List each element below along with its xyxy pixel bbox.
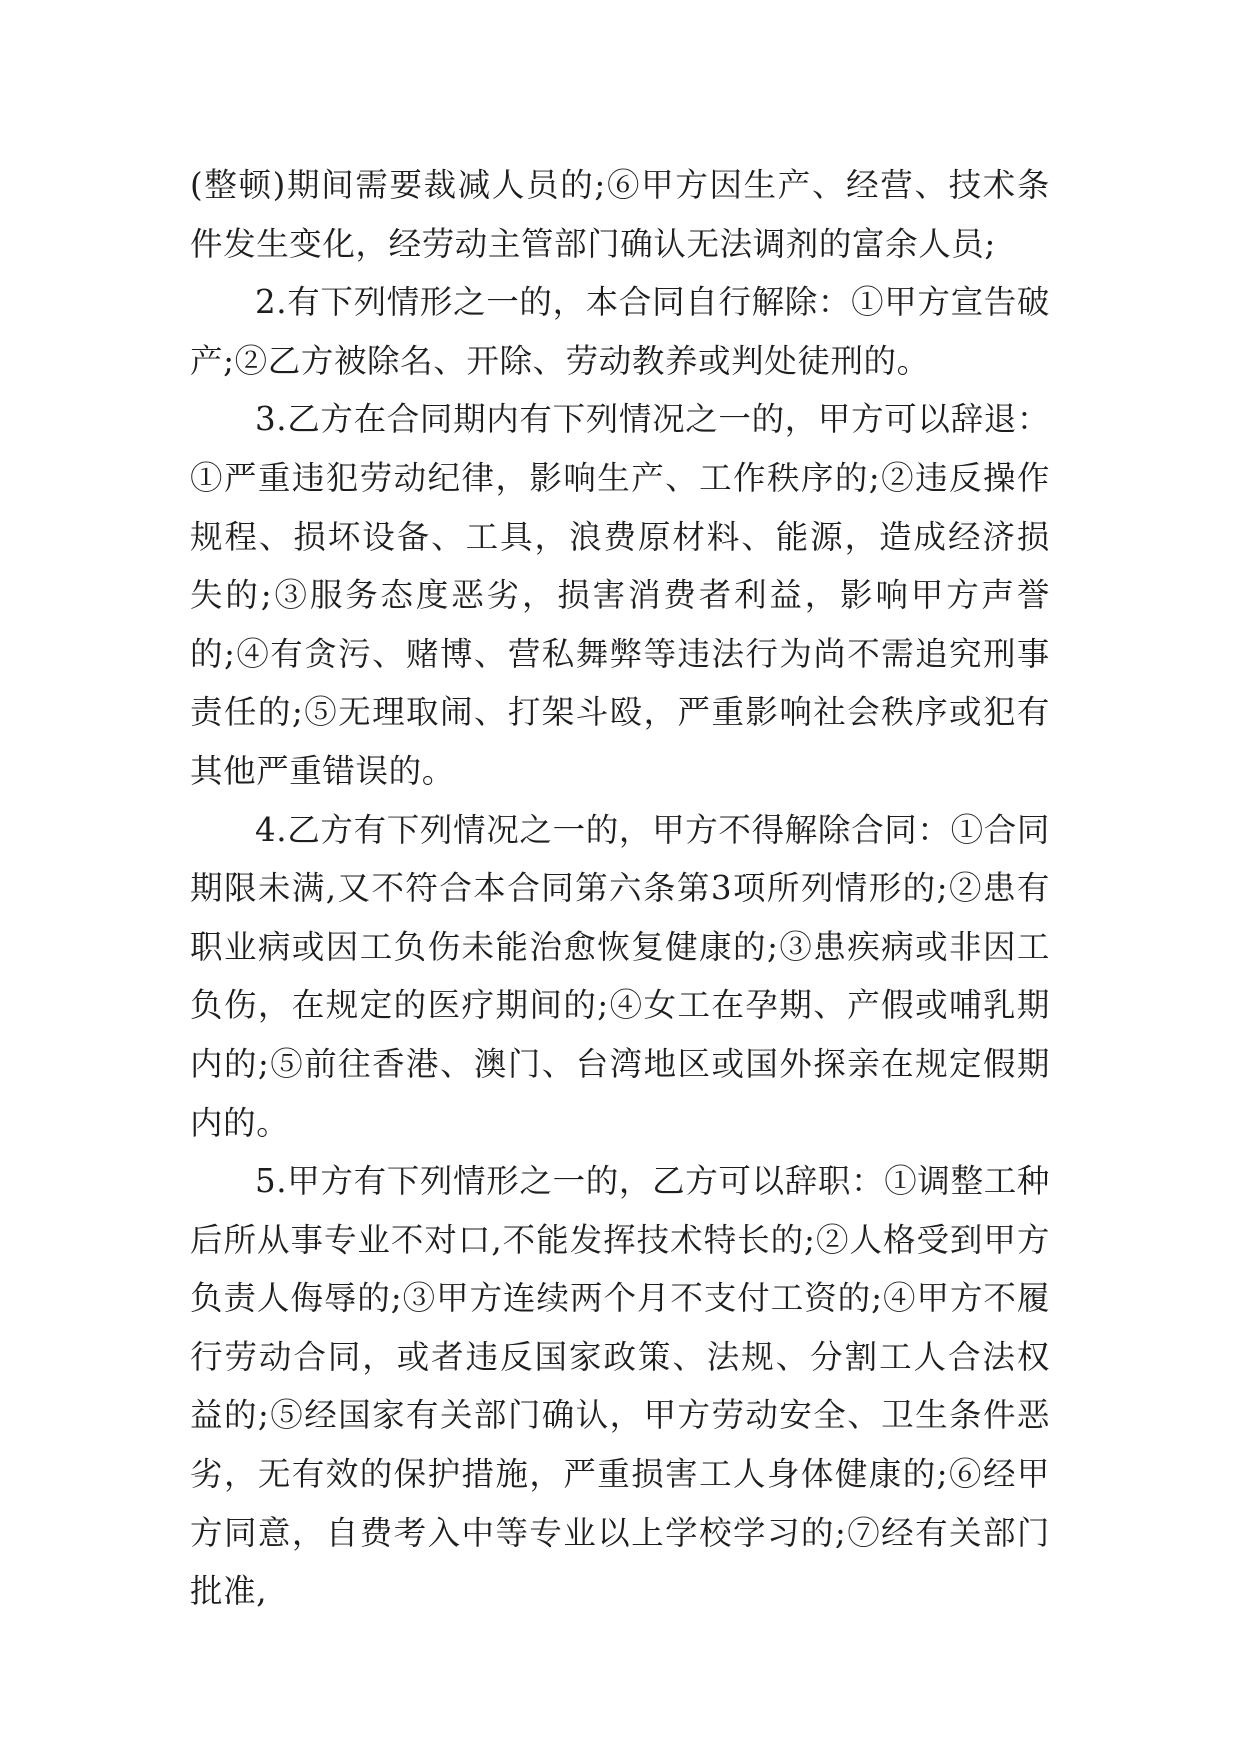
paragraph-clause-2: 2.有下列情形之一的，本合同自行解除：①甲方宣告破产;②乙方被除名、开除、劳动教养或判处徒刑的。 <box>190 283 1050 380</box>
document-body <box>190 156 1050 1621</box>
paragraph-continuation: (整顿)期间需要裁减人员的;⑥甲方因生产、经营、技术条件发生变化，经劳动主管部门确认无法调剂的富余人员; <box>190 166 1050 263</box>
paragraph-clause-4: 4.乙方有下列情况之一的，甲方不得解除合同：①合同期限未满,又不符合本合同第六条第3项所列情形的;②患有职业病或因工负伤未能治愈恢复健康的;③患疾病或非因工负伤，在规定的医疗期间的;④女工在孕期、产假或哺乳期内的;⑤前往香港、澳门、台湾地区或国外探亲在规定假期内的。 <box>190 810 1050 1142</box>
paragraph-clause-5: 5.甲方有下列情形之一的，乙方可以辞职：①调整工种后所从事专业不对口,不能发挥技术特长的;②人格受到甲方负责人侮辱的;③甲方连续两个月不支付工资的;④甲方不履行劳动合同，或者违反国家政策、法规、分割工人合法权益的;⑤经国家有关部门确认，甲方劳动安全、卫生条件恶劣，无有效的保护措施，严重损害工人身体健康的;⑥经甲方同意，自费考入中等专业以上学校学习的;⑦经有关部门批准, <box>190 1162 1050 1611</box>
paragraph-clause-3: 3.乙方在合同期内有下列情况之一的，甲方可以辞退：①严重违犯劳动纪律，影响生产、工作秩序的;②违反操作规程、损坏设备、工具，浪费原材料、能源，造成经济损失的;③服务态度恶劣，损害消费者利益，影响甲方声誉的;④有贪污、赌博、营私舞弊等违法行为尚不需追究刑事责任的;⑤无理取闹、打架斗殴，严重影响社会秩序或犯有其他严重错误的。 <box>190 400 1050 790</box>
